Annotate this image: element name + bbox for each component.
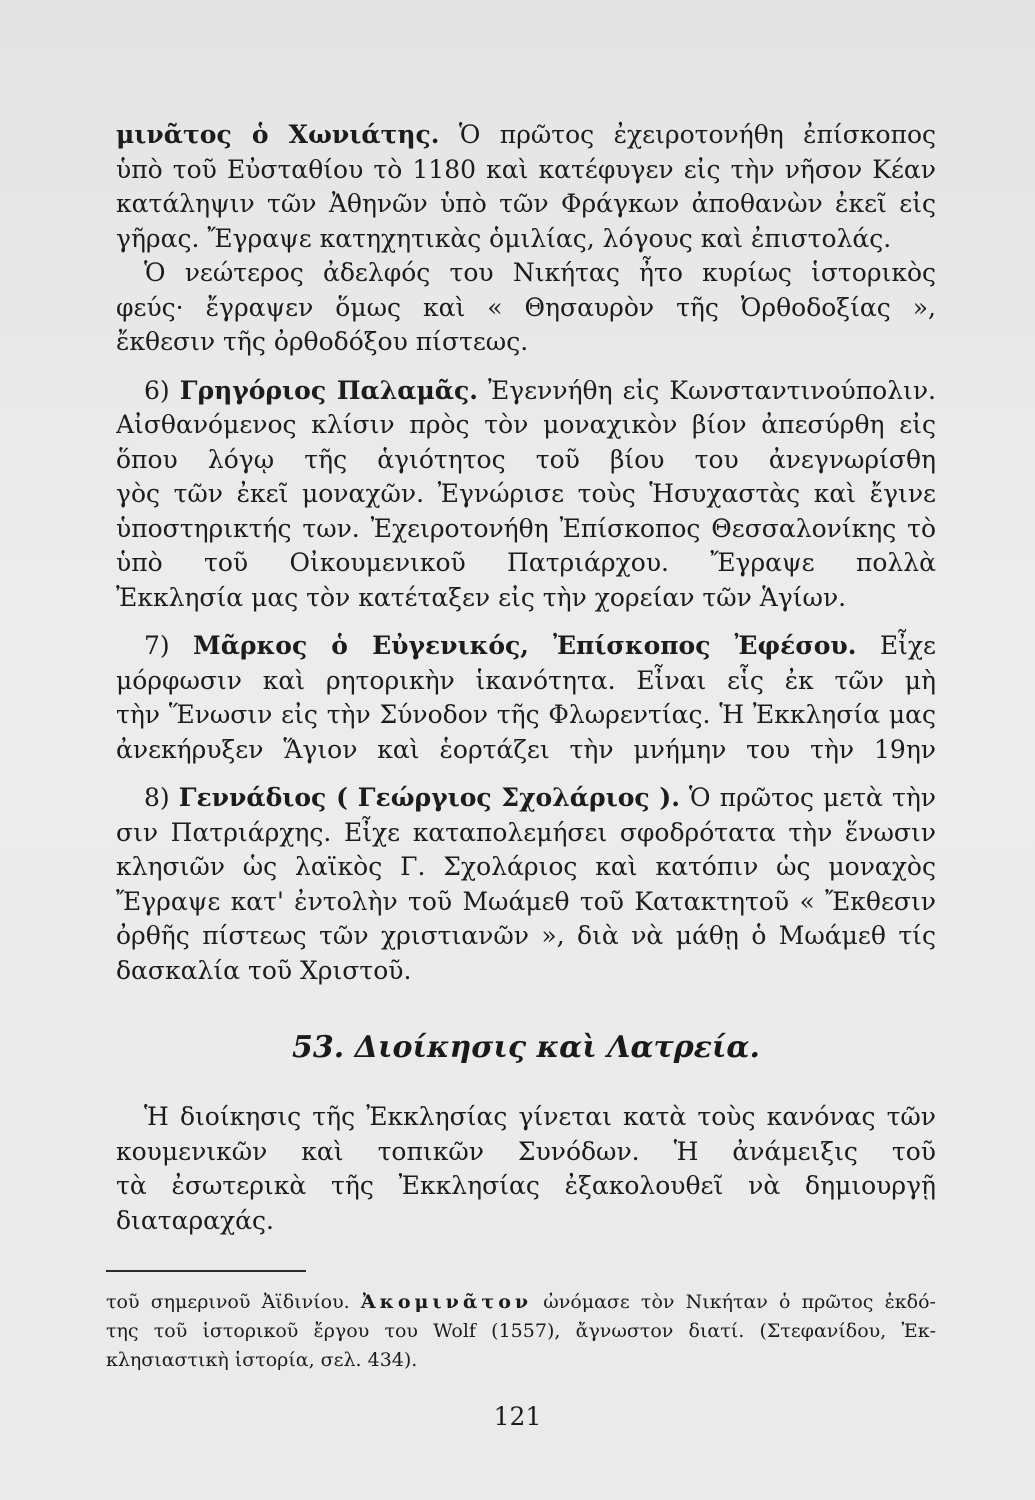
footnote-text: ὠνόμασε τὸν Νικήταν ὁ πρῶτος ἐκδό- [532, 1291, 936, 1313]
text-line: γὸς τῶν ἐκεῖ μοναχῶν. Ἐγνώρισε τοὺς Ἡσυχαστὰς καὶ ἔγινε [116, 479, 936, 508]
text-line: κατάληψιν τῶν Ἀθηνῶν ὑπὸ τῶν Φράγκων ἀποθανὼν ἐκεῖ εἰς [116, 189, 936, 218]
text-line: μόρφωσιν καὶ ρητορικὴν ἱκανότητα. Εἶναι εἷς ἐκ τῶν μὴ [116, 665, 936, 695]
footnote [106, 1288, 936, 1375]
bold-term: μινᾶτος ὁ Χωνιάτης. [116, 120, 440, 149]
main-text [116, 118, 936, 988]
text-line: γῆρας. Ἔγραψε κατηχητικὰς ὁμιλίας, λόγους καὶ ἐπιστολάς. [116, 223, 892, 253]
bold-term: Γρηγόριος Παλαμᾶς. [179, 375, 478, 405]
line-text: Ὁ πρῶτος μετὰ τὴν [689, 783, 936, 812]
item-number: 8) [144, 783, 179, 812]
text-line: Ὁ νεώτερος ἀδελφός του Νικήτας ἦτο κυρίως ἱστορικὸς [144, 258, 936, 287]
footnote-line: της τοῦ ἱστορικοῦ ἔργου του Wolf (1557), ἄγνωστον διατί. (Στεφανίδου, Ἐκ- [106, 1320, 936, 1342]
bold-term: Μᾶρκος ὁ Εὐγενικός, Ἐπίσκοπος Ἐφέσου. [193, 631, 857, 660]
text-line [116, 374, 936, 409]
bold-term: Γεννάδιος ( Γεώργιος Σχολάριος ). [178, 783, 680, 812]
paragraph-gap [116, 615, 936, 629]
footnote-text: τοῦ σημερινοῦ Ἀϊδινίου. [106, 1291, 361, 1313]
text-line: Αἰσθανόμενος κλίσιν πρὸς τὸν μοναχικὸν βίον ἀπεσύρθη εἰς [116, 410, 936, 439]
footnote-spaced-term: Ἀκομινᾶτον [360, 1291, 533, 1313]
text-line: Ἐκκλησία μας τὸν κατέταξεν εἰς τὴν χορείαν τῶν Ἁγίων. [116, 582, 847, 612]
footnote-divider [106, 1270, 306, 1272]
line-text: Ὁ πρῶτος ἐχειροτονήθη ἐπίσκοπος [458, 120, 936, 149]
item-number: 7) [144, 631, 194, 660]
text-line: ὑπὸ τοῦ Εὐσταθίου τὸ 1180 καὶ κατέφυγεν εἰς τὴν νῆσον Κέαν [116, 154, 936, 184]
text-line: ὀρθῆς πίστεως τῶν χριστιανῶν », διὰ νὰ μάθῃ ὁ Μωάμεθ τίς [116, 921, 936, 950]
text-line: ἀνεκήρυξεν Ἅγιον καὶ ἑορτάζει τὴν μνήμην του τὴν 19ην [116, 734, 936, 764]
text-line: ὅπου λόγῳ τῆς ἁγιότητος τοῦ βίου του ἀνεγνωρίσθη [116, 444, 936, 474]
text-line: κουμενικῶν καὶ τοπικῶν Συνόδων. Ἡ ἀνάμειξις τοῦ [116, 1136, 936, 1166]
footnote-line [106, 1288, 936, 1317]
text-line [116, 629, 936, 664]
line-text: Εἶχε [879, 631, 936, 660]
text-line [116, 118, 936, 153]
text-line: Ἔγραψε κατ' ἐντολὴν τοῦ Μωάμεθ τοῦ Κατακτητοῦ « Ἔκθεσιν [116, 886, 936, 916]
text-line: σιν Πατριάρχης. Εἶχε καταπολεμήσει σφοδρότατα τὴν ἕνωσιν [116, 817, 936, 847]
text-line: ἔκθεσιν τῆς ὀρθοδόξου πίστεως. [116, 327, 529, 356]
text-line: ὑπὸ τοῦ Οἰκουμενικοῦ Πατριάρχου. Ἔγραψε πολλὰ [116, 548, 936, 577]
item-number: 6) [144, 375, 180, 405]
text-line: τὰ ἐσωτερικὰ τῆς Ἐκκλησίας ἐξακολουθεῖ νὰ δημιουργῇ [116, 1171, 936, 1200]
text-line: κλησιῶν ὡς λαϊκὸς Γ. Σχολάριος καὶ κατόπιν ὡς μοναχὸς [116, 852, 936, 881]
line-text: Ἐγεννήθη εἰς Κωνσταντινούπολιν. [477, 375, 936, 405]
section-heading: 53. Διοίκησις καὶ Λατρεία. [292, 1030, 760, 1065]
text-line: Ἡ διοίκησις τῆς Ἐκκλησίας γίνεται κατὰ τοὺς κανόνας τῶν [144, 1102, 936, 1131]
text-line: τὴν Ἕνωσιν εἰς τὴν Σύνοδον τῆς Φλωρεντίας. Ἡ Ἐκκλησία μας [116, 700, 936, 729]
page-number: 121 [493, 1402, 542, 1431]
paragraph-gap [116, 767, 936, 781]
text-line: διαταραχάς. [116, 1205, 275, 1235]
paragraph-gap [116, 360, 936, 374]
text-line: δασκαλία τοῦ Χριστοῦ. [116, 955, 412, 985]
section-paragraph [116, 1100, 936, 1238]
footnote-line: κλησιαστικὴ ἱστορία, σελ. 434). [106, 1349, 418, 1371]
text-line [116, 781, 936, 816]
text-line: ὑποστηρικτής των. Ἐχειροτονήθη Ἐπίσκοπος Θεσσαλονίκης τὸ [116, 513, 936, 543]
text-line: φεύς· ἔγραψεν ὅμως καὶ « Θησαυρὸν τῆς Ὀρθοδοξίας », [116, 292, 936, 322]
